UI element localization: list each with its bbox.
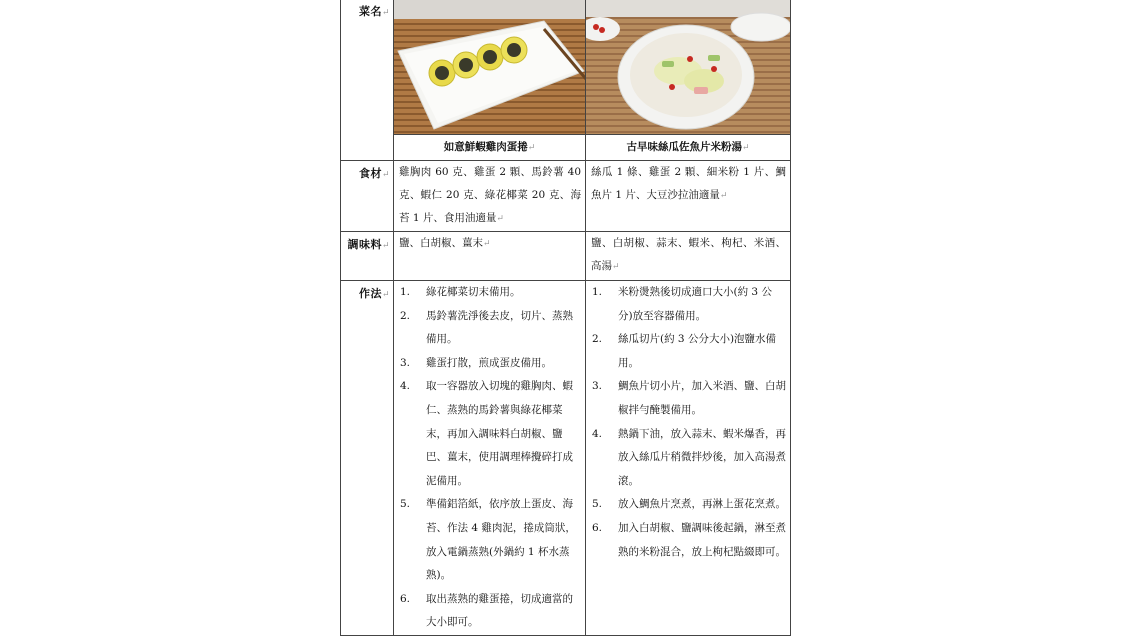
return-mark: ↵: [612, 262, 620, 272]
dish-name-row: [341, 135, 791, 161]
step-item: [586, 493, 786, 517]
step-item: [394, 588, 581, 635]
dish-photo-row: [341, 0, 791, 135]
step-text: 放入鯛魚片烹煮，再淋上蛋花烹煮。: [618, 498, 786, 511]
return-mark: ↵: [381, 290, 390, 300]
step-text: 熱鍋下油，放入蒜末、蝦米爆香，再放入絲瓜片稍微拌炒後，加入高湯煮滾。: [618, 427, 786, 487]
dish-1-seasoning-text: 鹽、白胡椒、薑末: [399, 237, 483, 249]
step-item: [394, 352, 581, 376]
step-item: [394, 305, 581, 352]
step-item: [394, 493, 581, 587]
step-text: 加入白胡椒、鹽調味後起鍋，淋至煮熟的米粉混合，放上枸杞點綴即可。: [618, 521, 786, 558]
dish-2-seasoning: [586, 232, 791, 281]
dish-1-ingredients: [394, 161, 586, 232]
return-mark: ↵: [381, 241, 390, 251]
dish-label-cell: [341, 0, 394, 161]
dish-2-method: [586, 281, 791, 636]
dish-1-photo-cell: [394, 0, 586, 135]
return-mark: ↵: [483, 239, 491, 249]
step-text: 綠花椰菜切末備用。: [426, 286, 521, 298]
step-text: 絲瓜切片(約 3 公分大小)泡鹽水備用。: [618, 333, 777, 369]
ingredients-label-cell: [341, 161, 394, 232]
step-text: 米粉燙熟後切成適口大小(約 3 公分)放至容器備用。: [618, 286, 772, 322]
ingredients-label: 食材: [358, 167, 382, 180]
step-text: 馬鈴薯洗淨後去皮，切片、蒸熟備用。: [426, 309, 573, 346]
step-number: 4.: [400, 380, 411, 393]
return-mark: ↵: [381, 8, 390, 18]
recipe-table: [340, 0, 791, 636]
step-number: 6.: [400, 592, 411, 605]
step-item: [394, 281, 581, 305]
step-text: 雞蛋打散，煎成蛋皮備用。: [426, 356, 552, 369]
recipe-document: [340, 0, 790, 636]
step-number: 4.: [592, 427, 603, 440]
dish-1-steps: [394, 281, 585, 635]
step-item: [586, 328, 786, 375]
step-number: 3.: [400, 356, 411, 369]
egg-roll-photo: [394, 0, 585, 134]
soup-photo: [586, 0, 790, 134]
step-number: 5.: [400, 498, 411, 511]
step-number: 2.: [592, 333, 603, 346]
dish-2-ingredients: [586, 161, 791, 232]
dish-2-name-cell: [586, 135, 791, 161]
step-number: 2.: [400, 309, 411, 322]
egg-roll-image: [394, 0, 585, 134]
dish-1-method: [394, 281, 586, 636]
step-item: [586, 375, 786, 422]
return-mark: ↵: [496, 214, 504, 224]
return-mark: ↵: [381, 170, 390, 180]
dish-label: 菜名: [358, 5, 382, 18]
dish-1-name-cell: [394, 135, 586, 161]
dish-2-name: 古早味絲瓜佐魚片米粉湯: [626, 141, 742, 153]
step-item: [586, 281, 786, 328]
dish-2-steps: [586, 281, 790, 564]
dish-2-seasoning-text: 鹽、白胡椒、蒜末、蝦米、枸杞、米酒、高湯: [591, 237, 786, 272]
step-item: [394, 375, 581, 493]
step-number: 5.: [592, 498, 603, 511]
ingredients-row: [341, 161, 791, 232]
step-text: 取出蒸熟的雞蛋捲，切成適當的大小即可。: [426, 592, 573, 629]
step-number: 6.: [592, 521, 603, 534]
dish-1-seasoning: [394, 232, 586, 281]
step-item: [586, 423, 786, 494]
step-text: 取一容器放入切塊的雞胸肉、蝦仁、蒸熟的馬鈴薯與綠花椰菜末，再加入調味料白胡椒、鹽巴、薑末，使用調理棒攪碎打成泥備用。: [426, 380, 573, 487]
dish-1-ingredients-text: 雞胸肉 60 克、雞蛋 2 顆、馬鈴薯 40 克、蝦仁 20 克、綠花椰菜 20 克、海苔 1 片、食用油適量: [399, 166, 581, 224]
return-mark: ↵: [527, 143, 536, 153]
step-number: 3.: [592, 380, 603, 393]
method-label-cell: [341, 281, 394, 636]
method-row: [341, 281, 791, 636]
dish-2-photo-cell: [586, 0, 791, 135]
step-text: 準備鋁箔紙，依序放上蛋皮、海苔、作法 4 雞肉泥，捲成筒狀，放入電鍋蒸熟(外鍋約 1 杯水蒸熟)。: [426, 498, 576, 582]
soup-image: [586, 0, 790, 134]
step-number: 1.: [592, 286, 603, 298]
seasoning-row: [341, 232, 791, 281]
step-item: [586, 517, 786, 564]
seasoning-label-cell: [341, 232, 394, 281]
dish-1-name: 如意鮮蝦雞肉蛋捲: [443, 141, 528, 153]
return-mark: ↵: [741, 143, 750, 153]
seasoning-label: 調味料: [347, 238, 382, 251]
dish-2-ingredients-text: 絲瓜 1 條、雞蛋 2 顆、細米粉 1 片、鯛魚片 1 片、大豆沙拉油適量: [591, 166, 786, 201]
return-mark: ↵: [719, 191, 728, 201]
method-label: 作法: [358, 287, 382, 300]
step-number: 1.: [400, 286, 411, 298]
step-text: 鯛魚片切小片，加入米酒、鹽、白胡椒拌勻醃製備用。: [618, 380, 786, 416]
